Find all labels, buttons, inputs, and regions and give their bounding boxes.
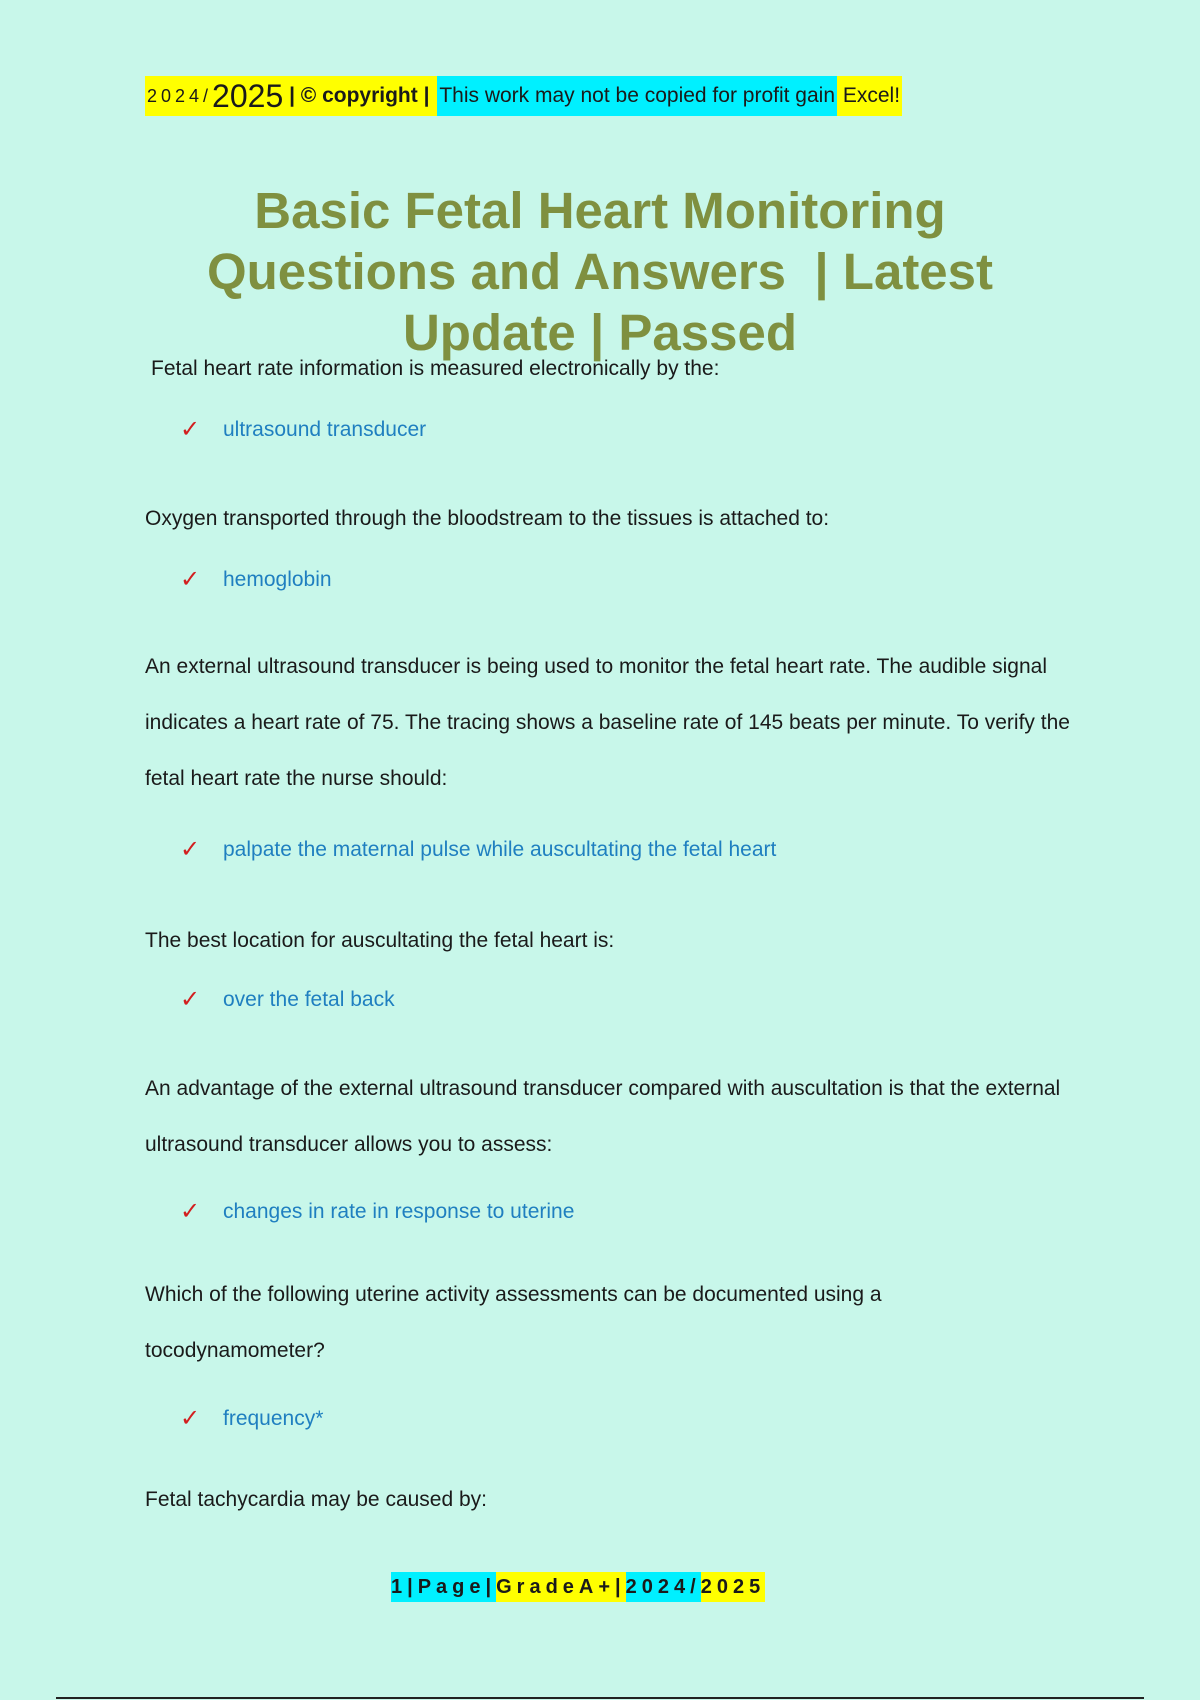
answer-row [180,1197,574,1226]
answer-row [180,985,395,1014]
qa-item [145,1281,1075,1432]
qa-item [145,927,1075,1013]
document-title [150,180,1050,363]
checkmark-icon: ✓ [180,1198,201,1225]
checkmark-icon: ✓ [180,836,201,863]
header-copyright: | © copyright | [283,76,437,116]
answer-text: changes in rate in response to uterine [223,1199,575,1223]
qa-item [145,1486,1075,1528]
question-text: Which of the following uterine activity assessments can be documented using a tocodynamometer? [145,1283,882,1362]
qa-item [145,1075,1075,1225]
checkmark-icon: ✓ [180,1405,201,1432]
qa-item [145,355,1075,443]
question-text: The best location for auscultating the fetal heart is: [145,929,615,952]
footer-grade: GradeA+| [496,1572,626,1602]
answer-row [180,835,776,864]
header-notice: This work may not be copied for profit gain [437,76,837,116]
answer-text: over the fetal back [223,987,395,1011]
question-text: An external ultrasound transducer is being used to monitor the fetal heart rate. The audible signal indicates a heart rate of 75. The tracing shows a baseline rate of 145 beats per minute. To verify the fetal heart rate the nurse should: [145,655,1070,790]
footer-page-number: 1|Page| [391,1572,496,1602]
qa-item [145,653,1075,863]
title-line-1: Basic Fetal Heart Monitoring [254,182,946,239]
footer-year-1: 2024/ [626,1572,701,1602]
page-divider [56,1697,1144,1699]
checkmark-icon: ✓ [180,986,201,1013]
answer-text: hemoglobin [223,567,332,591]
answer-text: ultrasound transducer [223,417,427,441]
question-text: Oxygen transported through the bloodstream to the tissues is attached to: [145,507,830,530]
page-footer [391,1572,765,1602]
answer-row [180,415,426,444]
header-excel: Excel! [837,76,902,116]
answer-row [180,565,332,594]
header-year-small: 2024/ [145,76,212,116]
title-line-2: Questions and Answers | Latest [206,243,994,300]
answer-row [180,1404,323,1433]
question-text: An advantage of the external ultrasound transducer compared with auscultation is that the external ultrasound transducer allows you to assess: [145,1077,1061,1156]
checkmark-icon: ✓ [180,566,201,593]
header-year-big: 2025 [212,76,283,116]
question-text: Fetal heart rate information is measured electronically by the: [151,357,720,380]
copyright-header [145,76,902,116]
checkmark-icon: ✓ [180,416,201,443]
answer-text: palpate the maternal pulse while auscultating the fetal heart [223,837,777,861]
qa-item [145,505,1075,593]
question-text: Fetal tachycardia may be caused by: [145,1488,488,1511]
title-line-3: Update | Passed [402,304,798,361]
answer-text: frequency* [223,1406,324,1430]
footer-year-2: 2025 [701,1572,766,1602]
